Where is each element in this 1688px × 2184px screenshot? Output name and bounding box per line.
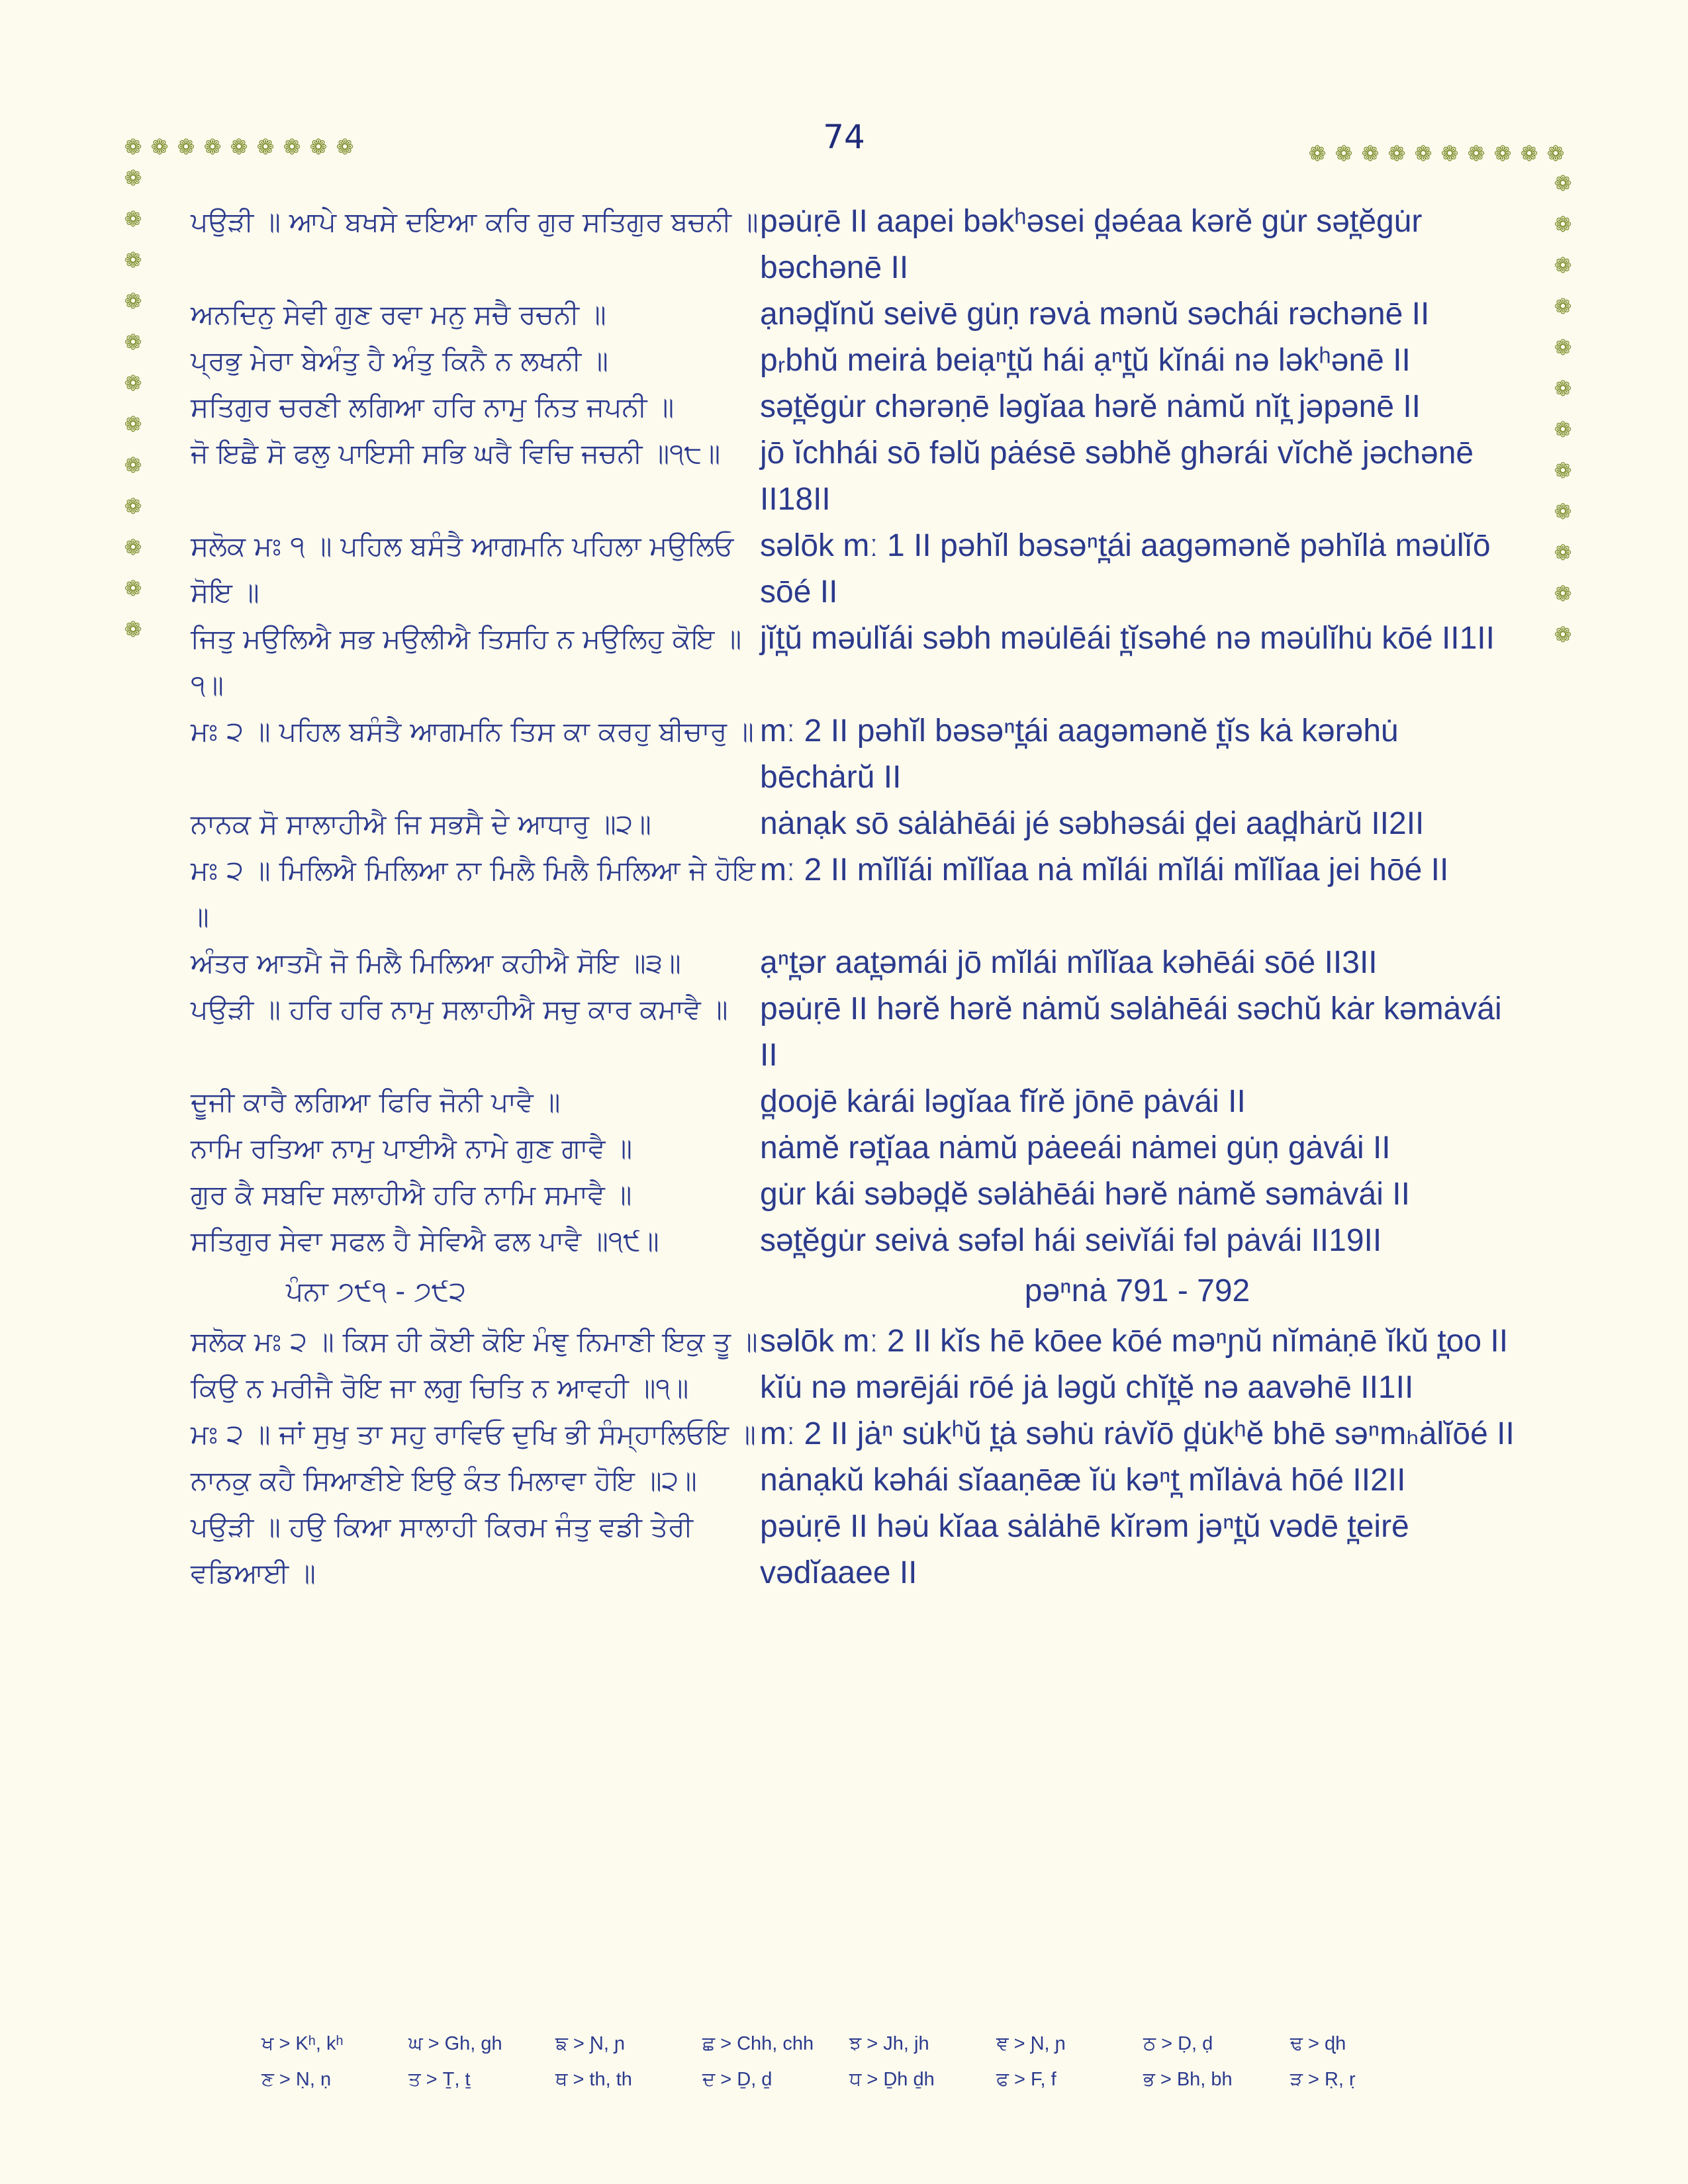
legend-item: ਝ > Jh, jh xyxy=(849,2033,929,2054)
transliteration-text: pᵣbhŭ meirȧ beiạⁿt̪ŭ hái ạⁿt̪ŭ kĭnái nə ləkʰənē II xyxy=(760,343,1411,378)
legend-item: ਣ > Ṇ, ṇ xyxy=(261,2069,332,2090)
transliteration-text: jĭt̪ŭ məu̇lĭái səbh məu̇lēái t̪ĭsəhé nə məu̇lĭhu̇ kōé II1II xyxy=(760,621,1495,656)
verse-row xyxy=(191,1318,1528,1365)
flower-icon: ❁ xyxy=(1554,294,1572,319)
flower-icon: ❁ xyxy=(124,330,142,355)
flower-icon: ❁ xyxy=(150,134,169,159)
flower-icon: ❁ xyxy=(124,134,142,159)
flower-icon: ❁ xyxy=(124,165,142,191)
transliteration-text: sət̪ĕgu̇r seivȧ səfəl hái seivĭái fəl pȧvái II19II xyxy=(760,1223,1382,1258)
legend-item: ਠ > Ḍ, ḍ xyxy=(1143,2033,1213,2054)
flower-icon: ❁ xyxy=(124,617,142,642)
page-reference-gurmukhi: ਪੰਨਾ ੭੯੧ - ੭੯੨ xyxy=(285,1275,467,1307)
legend-item: ਛ > Chh, chh xyxy=(702,2033,814,2054)
flower-icon: ❁ xyxy=(1414,141,1432,166)
gurmukhi-text: ਪਉੜੀ ॥ ਆਪੇ ਬਖਸੇ ਦਇਆ ਕਰਿ ਗੁਰ ਸਤਿਗੁਰ ਬਚਨੀ ॥ xyxy=(191,206,759,238)
flower-icon: ❁ xyxy=(124,248,142,273)
verse-row xyxy=(191,1079,1528,1125)
page-reference xyxy=(191,1268,1528,1314)
legend-item: ਤ > Ṯ, ṯ xyxy=(408,2069,471,2090)
page-number: 74 xyxy=(823,118,865,156)
page-reference-transliteration: pəⁿnȧ 791 - 792 xyxy=(1024,1273,1250,1308)
flower-icon: ❁ xyxy=(203,134,222,159)
legend-item: ਙ > Ɲ, ɲ xyxy=(555,2033,626,2054)
flower-icon: ❁ xyxy=(124,535,142,560)
flower-icon: ❁ xyxy=(1554,253,1572,278)
legend-item: ੜ > Ṛ, ṛ xyxy=(1290,2069,1356,2090)
verse-row xyxy=(191,1218,1528,1264)
gurmukhi-text: ਸਲੋਕ ਮਃ ੨ ॥ ਕਿਸ ਹੀ ਕੋਈ ਕੋਇ ਮੰਞੁ ਨਿਮਾਣੀ ਇਕੁ ਤੂ ॥ xyxy=(191,1326,758,1357)
verse-row xyxy=(191,801,1528,847)
flower-icon: ❁ xyxy=(1554,171,1572,196)
flower-icon: ❁ xyxy=(1361,141,1380,166)
legend-item: ਫ > F, f xyxy=(996,2069,1056,2090)
flower-icon: ❁ xyxy=(1554,376,1572,401)
flower-icon: ❁ xyxy=(1440,141,1459,166)
legend-item: ਧ > Ḏh ḏh xyxy=(849,2069,935,2090)
flower-icon: ❁ xyxy=(1554,458,1572,483)
gurmukhi-text: ਸਤਿਗੁਰ ਚਰਣੀ ਲਗਿਆ ਹਰਿ ਨਾਮੁ ਨਿਤ ਜਪਨੀ ॥ xyxy=(191,391,675,423)
verse-row xyxy=(191,384,1528,430)
gurmukhi-text: ਅੰਤਰ ਆਤਮੈ ਜੋ ਮਿਲੈ ਮਿਲਿਆ ਕਹੀਐ ਸੋਇ ॥੩॥ xyxy=(191,947,681,979)
gurmukhi-text: ਸਤਿਗੁਰ ਸੇਵਾ ਸਫਲ ਹੈ ਸੇਵਿਐ ਫਲ ਪਾਵੈ ॥੧੯॥ xyxy=(191,1225,659,1257)
flower-icon: ❁ xyxy=(283,134,301,159)
verse-row xyxy=(191,523,1528,615)
gurmukhi-text: ਸਲੋਕ ਮਃ ੧ ॥ ਪਹਿਲ ਬਸੰਤੈ ਆਗਮਨਿ ਪਹਿਲਾ ਮਉਲਿਓ ਸੋਇ ॥ xyxy=(191,530,734,608)
flower-icon: ❁ xyxy=(124,206,142,232)
transliteration-text: kĭu̇ nə mərējái rōé jȧ ləgŭ chĭt̪ĕ nə aavəhē II1II xyxy=(760,1370,1414,1405)
flower-icon: ❁ xyxy=(309,134,328,159)
gurmukhi-text: ਗੁਰ ਕੈ ਸਬਦਿ ਸਲਾਹੀਐ ਹਰਿ ਨਾਮਿ ਸਮਾਵੈ ॥ xyxy=(191,1179,632,1210)
transliteration-text: jō ĭchhái sō fəlŭ pȧésē səbhĕ ghərái vĭchĕ jəchənē II18II xyxy=(760,435,1474,517)
flower-icon: ❁ xyxy=(1554,335,1572,360)
flower-icon: ❁ xyxy=(124,494,142,519)
verse-row xyxy=(191,615,1528,708)
gurmukhi-text: ਨਾਮਿ ਰਤਿਆ ਨਾਮੁ ਪਾਈਐ ਨਾਮੇ ਗੁਣ ਗਾਵੈ ॥ xyxy=(191,1132,633,1164)
flower-icon: ❁ xyxy=(177,134,195,159)
flower-icon: ❁ xyxy=(1554,540,1572,565)
legend-item: ਘ > Gh, gh xyxy=(408,2033,502,2054)
verse-row xyxy=(191,1171,1528,1218)
verse-row xyxy=(191,291,1528,338)
verse-row xyxy=(191,1411,1528,1457)
transliteration-text: səlōk mː 2 II kĭs hē kōee kōé məⁿɲŭ nĭmȧṇē ĭkŭ t̪oo II xyxy=(760,1324,1509,1359)
flower-icon: ❁ xyxy=(1554,499,1572,524)
flower-icon: ❁ xyxy=(336,134,354,159)
gurmukhi-text: ਪਉੜੀ ॥ ਹਉ ਕਿਆ ਸਾਲਾਹੀ ਕਿਰਮ ਜੰਤੁ ਵਡੀ ਤੇਰੀ ਵਡਿਆਈ ॥ xyxy=(191,1511,693,1589)
transliteration-legend xyxy=(261,2033,1453,2105)
transliteration-text: gu̇r kái səbəd̪ĕ səlȧhēái hərĕ nȧmĕ səmȧvái II xyxy=(760,1177,1410,1212)
verse-rows xyxy=(191,199,1528,1264)
flower-icon: ❁ xyxy=(1493,141,1512,166)
legend-row xyxy=(261,2033,1453,2069)
flower-icon: ❁ xyxy=(1546,141,1565,166)
gurmukhi-text: ਪਉੜੀ ॥ ਹਰਿ ਹਰਿ ਨਾਮੁ ਸਲਾਹੀਐ ਸਚੁ ਕਾਰ ਕਮਾਵੈ ॥ xyxy=(191,993,728,1025)
flower-icon: ❁ xyxy=(1520,141,1538,166)
verse-row xyxy=(191,940,1528,986)
flower-icon: ❁ xyxy=(124,453,142,478)
verse-content xyxy=(191,199,1528,1596)
verse-row xyxy=(191,1365,1528,1411)
transliteration-text: pəu̇ṛē II həu̇ kĭaa sȧlȧhē kĭrəm jəⁿt̪ŭ vədē t̪eirē vədĭaaee II xyxy=(760,1509,1409,1590)
verse-row xyxy=(191,847,1528,940)
flower-icon: ❁ xyxy=(230,134,248,159)
transliteration-text: mː 2 II jȧⁿ su̇kʰŭ t̪ȧ səhu̇ rȧvĭō d̪u̇kʰĕ bhē səⁿmₕȧlĭōé II xyxy=(760,1416,1515,1451)
legend-item: ਥ > th, th xyxy=(555,2069,632,2090)
verse-row xyxy=(191,199,1528,291)
flower-icon: ❁ xyxy=(124,576,142,601)
gurmukhi-text: ਪ੍ਰਭੁ ਮੇਰਾ ਬੇਅੰਤੁ ਹੈ ਅੰਤੁ ਕਿਨੈ ਨ ਲਖਨੀ ॥ xyxy=(191,345,608,377)
verse-row xyxy=(191,986,1528,1079)
transliteration-text: pəu̇ṛē II aapei bəkʰəsei d̪əéaa kərĕ gu̇r sət̪ĕgu̇r bəchənē II xyxy=(760,204,1423,285)
legend-row xyxy=(261,2069,1453,2105)
transliteration-text: mː 2 II mĭlĭái mĭlĭaa nȧ mĭlái mĭlái mĭlĭaa jei hōé II xyxy=(760,852,1449,887)
transliteration-text: pəu̇ṛē II hərĕ hərĕ nȧmŭ səlȧhēái səchŭ kȧr kəmȧvái II xyxy=(760,991,1502,1073)
transliteration-text: nȧnạkŭ kəhái sĭaaṇēæ ĭu̇ kəⁿt̪ mĭlȧvȧ hōé II2II xyxy=(760,1463,1406,1498)
gurmukhi-text: ਮਃ ੨ ॥ ਪਹਿਲ ਬਸੰਤੈ ਆਗਮਨਿ ਤਿਸ ਕਾ ਕਰਹੁ ਬੀਚਾਰੁ ॥ xyxy=(191,715,754,747)
legend-item: ਞ > Ɲ, ɲ xyxy=(996,2033,1066,2054)
flower-icon: ❁ xyxy=(1554,622,1572,647)
verse-row xyxy=(191,1125,1528,1171)
verse-row xyxy=(191,708,1528,801)
transliteration-text: ạnəd̪ĭnŭ seivē gu̇ṇ rəvȧ mənŭ səchái rəchənē II xyxy=(760,296,1430,332)
flower-icon: ❁ xyxy=(124,412,142,437)
flower-icon: ❁ xyxy=(1467,141,1485,166)
flower-icon: ❁ xyxy=(1554,581,1572,606)
legend-item: ਭ > Bh, bh xyxy=(1143,2069,1233,2090)
verse-row xyxy=(191,338,1528,384)
legend-item: ਖ > Kʰ, kʰ xyxy=(261,2033,344,2054)
flower-icon: ❁ xyxy=(256,134,275,159)
gurmukhi-text: ਮਃ ੨ ॥ ਮਿਲਿਐ ਮਿਲਿਆ ਨਾ ਮਿਲੈ ਮਿਲੈ ਮਿਲਿਆ ਜੇ ਹੋਇ ॥ xyxy=(191,854,756,933)
transliteration-text: mː 2 II pəhĭl bəsəⁿt̪ái aagəmənĕ t̪ĭs kȧ kərəhu̇ bēchȧrŭ II xyxy=(760,713,1399,795)
flower-icon: ❁ xyxy=(1554,417,1572,442)
transliteration-text: səlōk mː 1 II pəhĭl bəsəⁿt̪ái aagəmənĕ pəhĭlȧ məu̇lĭō sōé II xyxy=(760,528,1491,610)
gurmukhi-text: ਮਃ ੨ ॥ ਜਾਂ ਸੁਖੁ ਤਾ ਸਹੁ ਰਾਵਿਓ ਦੁਖਿ ਭੀ ਸੰਮ੍ਹਾਲਿਓਇ ॥ xyxy=(191,1418,756,1450)
flower-icon: ❁ xyxy=(124,289,142,314)
flower-icon: ❁ xyxy=(1335,141,1353,166)
transliteration-text: nȧmĕ rət̪ĭaa nȧmŭ pȧeeái nȧmei gu̇ṇ gȧvái II xyxy=(760,1130,1391,1165)
verse-row xyxy=(191,430,1528,523)
gurmukhi-text: ਨਾਨਕੁ ਕਹੈ ਸਿਆਣੀਏ ਇਉ ਕੰਤ ਮਿਲਾਵਾ ਹੋਇ ॥੨॥ xyxy=(191,1465,697,1496)
flower-icon: ❁ xyxy=(1308,141,1327,166)
legend-item: ਦ > Ḏ, ḏ xyxy=(702,2069,773,2090)
legend-item: ਢ > ɖh xyxy=(1290,2033,1346,2054)
gurmukhi-text: ਅਨਦਿਨੁ ਸੇਵੀ ਗੁਣ ਰਵਾ ਮਨੁ ਸਚੈ ਰਚਨੀ ॥ xyxy=(191,298,606,330)
gurmukhi-text: ਜਿਤੁ ਮਉਲਿਐ ਸਭ ਮਉਲੀਐ ਤਿਸਹਿ ਨ ਮਉਲਿਹੁ ਕੋਇ ॥੧॥ xyxy=(191,623,742,701)
transliteration-text: sət̪ĕgu̇r chərəṇē ləgĭaa hərĕ nȧmŭ nĭt̪ jəpənē II xyxy=(760,389,1421,424)
gurmukhi-text: ਨਾਨਕ ਸੋ ਸਾਲਾਹੀਐ ਜਿ ਸਭਸੈ ਦੇ ਆਧਾਰੁ ॥੨॥ xyxy=(191,808,651,840)
verse-row xyxy=(191,1457,1528,1504)
gurmukhi-text: ਜੋ ਇਛੈ ਸੋ ਫਲੁ ਪਾਇਸੀ ਸਭਿ ਘਰੈ ਵਿਚਿ ਜਚਨੀ ॥੧੮॥ xyxy=(191,437,721,469)
verse-row xyxy=(191,1504,1528,1596)
gurmukhi-text: ਦੂਜੀ ਕਾਰੈ ਲਗਿਆ ਫਿਰਿ ਜੋਨੀ ਪਾਵੈ ॥ xyxy=(191,1086,561,1118)
flower-icon: ❁ xyxy=(1387,141,1406,166)
gurmukhi-text: ਕਿਉ ਨ ਮਰੀਜੈ ਰੋਇ ਜਾ ਲਗੁ ਚਿਤਿ ਨ ਆਵਹੀ ॥੧॥ xyxy=(191,1372,689,1404)
transliteration-text: ạⁿt̪ər aat̪əmái jō mĭlái mĭlĭaa kəhēái sōé II3II xyxy=(760,945,1378,980)
transliteration-text: d̪oojē kȧrái ləgĭaa fĭrĕ jōnē pȧvái II xyxy=(760,1084,1246,1119)
flower-icon: ❁ xyxy=(124,371,142,396)
transliteration-text: nȧnạk sō sȧlȧhēái jé səbhəsái d̪ei aad̪hȧrŭ II2II xyxy=(760,806,1425,841)
flower-icon: ❁ xyxy=(1554,212,1572,237)
verse-rows-2 xyxy=(191,1318,1528,1596)
